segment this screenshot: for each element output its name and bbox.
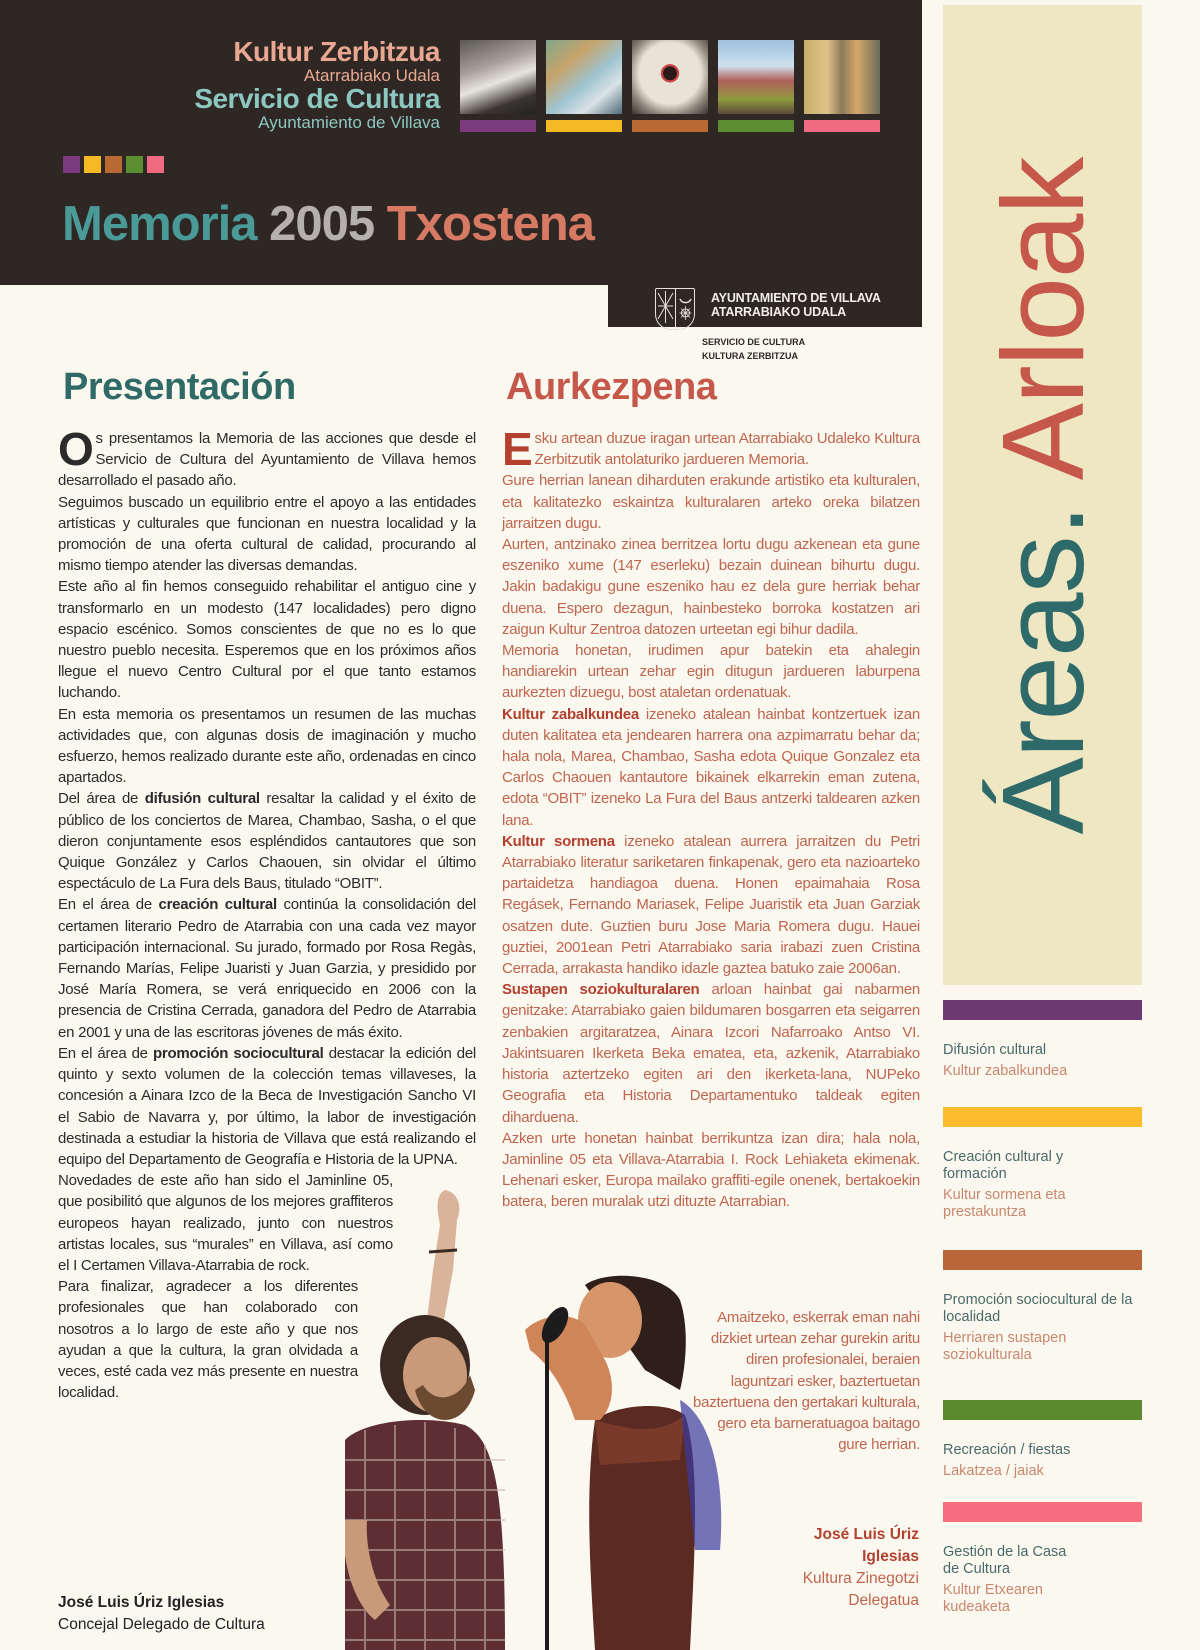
- vertical-title: [978, 157, 1108, 835]
- signature-name-line2: Iglesias: [862, 1548, 919, 1565]
- area-color-bar: [943, 1502, 1142, 1522]
- paragraph: [502, 704, 920, 831]
- dept-line-eu: KULTURA ZERBITZUA: [702, 351, 798, 361]
- paragraph: [58, 1043, 476, 1170]
- thumbnail-strip: [460, 40, 880, 132]
- drop-cap: O: [58, 423, 94, 475]
- color-bar: [718, 120, 794, 132]
- highlight-term: difusión cultural: [144, 790, 260, 808]
- color-square: [147, 156, 164, 173]
- photo-giants: [718, 40, 794, 114]
- paragraph: [502, 979, 920, 1127]
- basque-closing-paragraph: Amaitzeko, eskerrak eman nahi dizkiet urtean zehar gurekin aritu diren profesionalei, beraien laguntzari esker, baztertuetan baztertuena den gertakari kulturala, gero eta barneratuagoa baitago gure herrian.: [693, 1309, 920, 1454]
- paragraph: Azken urte honetan hainbat berrikuntza izan dira; hala nola, Jaminline 05 eta Villava-Atarrabia I. Rock Lehiaketa ekimenak. Lehenari esker, Europa mailako graffiti-egile onenek, bertakoekin batera, beren muralak utzi dituzte Atarrabian.: [502, 1129, 920, 1211]
- page-title: [62, 196, 594, 252]
- vertical-title-es: Áreas.: [978, 505, 1108, 835]
- area-label-eu: Kultur zabalkundea: [943, 1063, 1068, 1079]
- paragraph: Este año al fin hemos conseguido rehabilitar el antiguo cine y transformarlo en un modesto (147 localidades) pero digno espacio escénico. Somos conscientes de que no es lo que nuestro pueblo necesita. Esperemos que en los próximos años llegue el nuevo Centro Cultural por el que tanto estamos luchando.: [58, 578, 476, 702]
- basque-column: [502, 423, 920, 1213]
- paragraph-text: izeneko atalean hainbat kontzertuek izan duten kalitatea eta jendearen harrera ona azpimarratu behar da; hala nola, Marea, Chambao, Sasha edota Quique Gonzalez eta Carlos Chaouen kantautore bikainek elkarrekin eman zutena, edota “OBIT” izeneko La Fura del Baus antzerki taldearen azken lana.: [502, 705, 920, 829]
- drop-cap: E: [502, 423, 533, 475]
- brand-es-subtitle: Ayuntamiento de Villava: [258, 113, 440, 132]
- paragraph-text: arloan hainbat gai nabarmen genitzake: Atarrabiako gaien bildumaren bosgarren eta seigarren zenbakien argitaratzea, Ainara Izcori Nafarroako Antso VI. Jakintsuaren Ikerketa Beka ematea, eta, azkenik, Atarrabiako historia aztertzeko egiten ari den ikerketa-lana, NUPeko Geografia eta Historia Departamentuko taldeak egiten diharduena.: [502, 981, 920, 1126]
- signature-name-line1: José Luis Úriz: [813, 1526, 919, 1543]
- paragraph: [58, 788, 476, 894]
- color-bar: [546, 120, 622, 132]
- paragraph: Novedades de este año han sido el Jaminline 05, que posibilitó que algunos de los mejores graffiteros europeos hayan realizado, junto con nuestros artistas locales, sus “murales” en Villava, así como el I Certamen Villava-Atarrabia de rock.: [58, 1172, 393, 1274]
- thumbnail-1: [460, 40, 536, 132]
- vertical-title-eu: Arloak: [978, 157, 1108, 481]
- color-square: [84, 156, 101, 173]
- area-color-bar: [943, 1250, 1142, 1270]
- paragraph-text: continúa la consolidación del certamen literario Pedro de Atarrabia con una cada vez mayor participación internacional. Su jurado, formado por Rosa Regàs, Fernando Marías, Felipe Juaristi y Juan Garzia, y presidido por José María Romera, se verá enriquecido en 2006 con la presencia de Cristina Cerrada, ganadora del Pedro de Atarrabia en 2001 y una de las escritoras jóvenes de más éxito.: [58, 896, 477, 1041]
- area-label-eu: Kultur sormena eta prestakuntza: [943, 1187, 1066, 1220]
- color-bar: [804, 120, 880, 132]
- paragraph: Para finalizar, agradecer a los diferentes profesionales que han colaborado con nosotros a lo largo de este año y que nos ayudan a que la cultura, la gran olvidada a veces, esté cada vez más presente en nuestra localidad.: [58, 1278, 358, 1402]
- area-label-es: Promoción sociocultural de la localidad: [943, 1292, 1133, 1325]
- brand-es-title: Servicio de Cultura: [194, 83, 440, 114]
- area-color-bar: [943, 1107, 1142, 1127]
- area-label-eu: Kultur Etxearen kudeaketa: [943, 1582, 1043, 1615]
- title-memoria: Memoria: [62, 197, 257, 251]
- department-name: [702, 335, 805, 363]
- paragraph-text: resaltar la calidad y el éxito de público de los conciertos de Marea, Chambao, Sasha, o el que dieron conjuntamente esos espléndidos cantautores que son Quique González y Carlos Chaouen, sin olvidar el último espectáculo de La Fura dels Baus, titulado “OBIT”.: [58, 790, 476, 893]
- paragraph: Seguimos buscado un equilibrio entre el apoyo a las entidades artísticas y culturales que funcionan en nuestra localidad y la promoción de una oferta cultural de calidad, procurando al mismo tiempo atender las diversas demandas.: [58, 493, 476, 575]
- signature-role-line1: Kultura Zinegotzi: [802, 1570, 919, 1587]
- area-label-eu: Lakatzea / jaiak: [943, 1463, 1044, 1479]
- heading-presentacion: Presentación: [63, 366, 296, 408]
- paragraph-text: sku artean duzue iragan urtean Atarrabiako Udaleko Kultura Zerbitzutik antolaturiko jardueren Memoria.: [534, 430, 920, 469]
- thumbnail-3: [632, 40, 708, 132]
- photo-mask: [632, 40, 708, 114]
- paragraph-text: izeneko atalean aurrera jarraitzen du Petri Atarrabiako literatur sariketaren finkapenak, gero eta nazioarteko partaidetza handiagoa duena. Honen epaimahaia Rosa Regásek, Fernando Mariasek, Felipe Juaristik eta Juan Garziak osatzen dute. Guztien buru Jose Maria Romera dugu. Hauei guztiei, 2001ean Petri Atarrabiako saria irabazi zuen Cristina Cerrada, arrakasta handiko idazle gaztea batuko zaie 2006an.: [502, 832, 920, 978]
- thumbnail-5: [804, 40, 880, 132]
- paragraph: En esta memoria os presentamos un resumen de las muchas actividades que, con algunas dosis de imaginación y mucho esfuerzo, hemos realizado durante este año, ordenadas en cinco apartados.: [58, 705, 476, 787]
- photo-theatre: [460, 40, 536, 114]
- paragraph: [58, 423, 476, 492]
- area-label-es: Gestión de la Casa de Cultura: [943, 1544, 1067, 1577]
- area-label-es: Difusión cultural: [943, 1042, 1047, 1058]
- highlight-term: Sustapen soziokulturalaren: [502, 981, 700, 999]
- signature-role-line2: Delegatua: [848, 1592, 919, 1609]
- color-square: [63, 156, 80, 173]
- area-item-creacion: [943, 1107, 1143, 1221]
- signature-es: [58, 1592, 265, 1636]
- paragraph-text: Del área de: [58, 790, 145, 808]
- heading-aurkezpena: Aurkezpena: [506, 366, 717, 408]
- area-label-es: Creación cultural y formación: [943, 1149, 1064, 1182]
- paragraph-text: s presentamos la Memoria de las acciones que desde el Servicio de Cultura del Ayuntamiento de Villava hemos desarrollado el pasado año.: [58, 430, 476, 490]
- photo-graffiti: [546, 40, 622, 114]
- paragraph: [502, 423, 920, 475]
- org-line-es: AYUNTAMIENTO DE VILLAVA: [711, 291, 881, 305]
- paragraph-text: destacar la edición del quinto y sexto volumen de la colección temas villaveses, la concesión a Ainara Izco de la Beca de Investigación Sancho VI el Sabio de Navarra y, por último, la labor de investigación destinada a estudiar la historia de Villava que está realizando el equipo del Departamento de Geografía e Historia de la UPNA.: [58, 1044, 476, 1168]
- area-label-es: Recreación / fiestas: [943, 1442, 1071, 1458]
- paragraph: Aurten, antzinako zinea berritzea lortu dugu azkenean eta gune eszeniko xume (147 eserleku) bezain duinean bihurtu dugu. Jakin badakigu gune eszeniko hau ez dela gure herriak behar duena. Espero dezagun, hainbesteko borroka kostatzen ari zaigun Kultur Zentroa datozen urteetan egi bihur dadila.: [502, 536, 920, 638]
- brand-eu-subtitle: Atarrabiako Udala: [303, 66, 440, 85]
- area-label-eu: Herriaren sustapen soziokulturala: [943, 1330, 1067, 1363]
- signature-eu: [720, 1524, 919, 1612]
- coat-of-arms-icon: [655, 288, 695, 330]
- area-color-bar: [943, 1000, 1142, 1020]
- title-txostena: Txostena: [386, 197, 594, 251]
- area-item-recreacion: [943, 1400, 1143, 1480]
- paragraph-text: En el área de: [58, 1044, 153, 1062]
- color-bar: [632, 120, 708, 132]
- highlight-term: promoción sociocultural: [152, 1044, 324, 1062]
- paragraph: Memoria honetan, irudimen apur batekin eta ahalegin handiarekin urtean zehar egin ditugun jardueren laburpena aurkezten dizuegu, bost ataletan ordenatuak.: [502, 642, 920, 702]
- thumbnail-2: [546, 40, 622, 132]
- thumbnail-4: [718, 40, 794, 132]
- area-color-bar: [943, 1400, 1142, 1420]
- paragraph-text: En el área de: [58, 896, 159, 914]
- photo-street: [804, 40, 880, 114]
- signature-role: Concejal Delegado de Cultura: [58, 1616, 265, 1633]
- color-square: [126, 156, 143, 173]
- crest-chains-icon: [656, 289, 676, 329]
- highlight-term: Kultur sormena: [502, 832, 615, 850]
- paragraph: Gure herrian lanean diharduten erakunde artistiko eta kulturalen, eta kalitatezko eskaintza kulturalaren arteko oreka bilatzen jarraitzen dugu.: [502, 472, 920, 532]
- header-banner: [0, 0, 922, 285]
- org-line-eu: ATARRABIAKO UDALA: [711, 305, 847, 319]
- signature-name: José Luis Úriz Iglesias: [58, 1594, 225, 1611]
- crest-star-icon: [676, 289, 695, 329]
- area-item-gestion: [943, 1502, 1143, 1616]
- highlight-term: Kultur zabalkundea: [502, 705, 639, 723]
- concert-photo: [345, 1190, 745, 1650]
- area-item-difusion: [943, 1000, 1143, 1080]
- organization-name: [711, 291, 881, 319]
- area-item-promocion: [943, 1250, 1143, 1364]
- dept-line-es: SERVICIO DE CULTURA: [702, 337, 806, 347]
- color-square: [105, 156, 122, 173]
- brand-eu-title: Kultur Zerbitzua: [233, 36, 440, 67]
- paragraph: [58, 894, 476, 1042]
- title-year: 2005: [269, 197, 375, 251]
- highlight-term: creación cultural: [158, 896, 277, 914]
- brand-block: [194, 38, 440, 131]
- color-bar: [460, 120, 536, 132]
- paragraph: [502, 831, 920, 979]
- color-squares: [63, 156, 164, 173]
